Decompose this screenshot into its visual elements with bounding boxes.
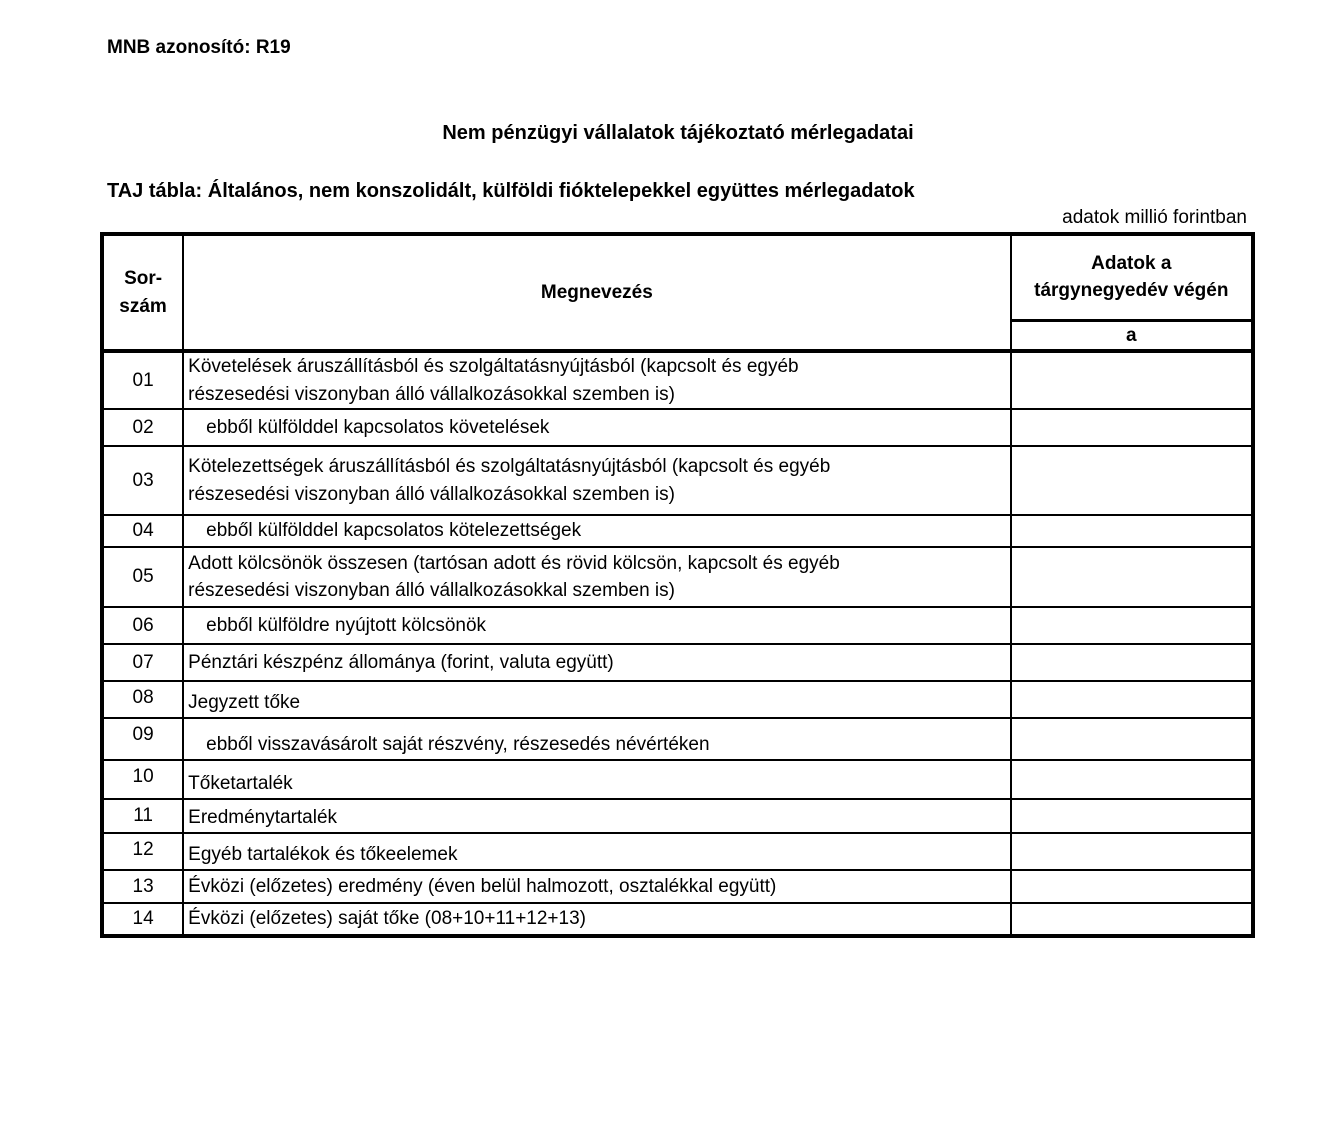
table-title: TAJ tábla: Általános, nem konszolidált, külföldi fióktelepekkel együttes mérlegadatok: [107, 180, 915, 202]
column-header-megnevezes: Megnevezés: [183, 234, 1010, 351]
row-label: Eredménytartalék: [183, 799, 1010, 833]
table-row: [102, 681, 1253, 718]
row-label: ebből külfölddel kapcsolatos követelések: [183, 409, 1010, 446]
table-row: [102, 799, 1253, 833]
table-row: [102, 718, 1253, 760]
page-title: Nem pénzügyi vállalatok tájékoztató mérlegadatai: [442, 122, 914, 144]
adatok-line2: tárgynegyedév végén: [1034, 280, 1229, 302]
row-label-line1: Kötelezettségek áruszállításból és szolgáltatásnyújtásból (kapcsolt és egyéb: [188, 456, 831, 478]
value-cell[interactable]: [1011, 607, 1253, 644]
value-cell[interactable]: [1011, 446, 1253, 515]
value-cell[interactable]: [1011, 409, 1253, 446]
row-number: 12: [102, 833, 183, 870]
value-cell[interactable]: [1011, 718, 1253, 760]
row-label: Évközi (előzetes) saját tőke (08+10+11+12+13): [183, 903, 1010, 936]
row-label-line1: Követelések áruszállításból és szolgáltatásnyújtásból (kapcsolt és egyéb: [188, 356, 799, 378]
row-label-line2: részesedési viszonyban álló vállalkozásokkal szemben is): [188, 580, 675, 602]
row-number: 08: [102, 681, 183, 718]
column-header-sorszam: [102, 234, 183, 351]
mnb-identifier: MNB azonosító: R19: [107, 37, 291, 58]
row-number: 07: [102, 644, 183, 681]
table-row: [102, 547, 1253, 607]
row-number: 10: [102, 760, 183, 799]
row-number: 04: [102, 515, 183, 547]
row-number: 01: [102, 351, 183, 409]
row-number: 11: [102, 799, 183, 833]
row-number: 14: [102, 903, 183, 936]
row-label: Pénztári készpénz állománya (forint, valuta együtt): [183, 644, 1010, 681]
column-header-adatok: [1011, 234, 1253, 320]
table-row: [102, 644, 1253, 681]
value-cell[interactable]: [1011, 760, 1253, 799]
value-cell[interactable]: [1011, 515, 1253, 547]
row-number: 05: [102, 547, 183, 607]
row-label: Évközi (előzetes) eredmény (éven belül halmozott, osztalékkal együtt): [183, 870, 1010, 903]
row-label: [183, 351, 1010, 409]
value-cell[interactable]: [1011, 799, 1253, 833]
row-label: ebből külfölddel kapcsolatos kötelezettségek: [183, 515, 1010, 547]
row-label-line1: Adott kölcsönök összesen (tartósan adott és rövid kölcsön, kapcsolt és egyéb: [188, 552, 840, 574]
row-number: 13: [102, 870, 183, 903]
row-number: 02: [102, 409, 183, 446]
value-cell[interactable]: [1011, 681, 1253, 718]
row-number: 06: [102, 607, 183, 644]
row-label: ebből visszavásárolt saját részvény, részesedés névértéken: [183, 718, 1010, 760]
row-label: Egyéb tartalékok és tőkeelemek: [183, 833, 1010, 870]
table-row: [102, 833, 1253, 870]
value-cell[interactable]: [1011, 351, 1253, 409]
table-row: [102, 870, 1253, 903]
row-label: [183, 547, 1010, 607]
table-row: [102, 760, 1253, 799]
sorszam-line1: Sor-: [124, 267, 163, 289]
row-label: Jegyzett tőke: [183, 681, 1010, 718]
unit-note: adatok millió forintban: [1062, 207, 1247, 228]
table-row: [102, 409, 1253, 446]
row-number: 03: [102, 446, 183, 515]
column-code-a: a: [1011, 320, 1253, 351]
table-row: [102, 607, 1253, 644]
adatok-line1: Adatok a: [1091, 252, 1172, 274]
table-row: [102, 446, 1253, 515]
value-cell[interactable]: [1011, 870, 1253, 903]
row-number: 09: [102, 718, 183, 760]
value-cell[interactable]: [1011, 903, 1253, 936]
table-row: [102, 903, 1253, 936]
value-cell[interactable]: [1011, 644, 1253, 681]
row-label: [183, 446, 1010, 515]
value-cell[interactable]: [1011, 833, 1253, 870]
sorszam-line2: szám: [119, 295, 167, 317]
row-label: ebből külföldre nyújtott kölcsönök: [183, 607, 1010, 644]
table-row: [102, 351, 1253, 409]
row-label-line2: részesedési viszonyban álló vállalkozásokkal szemben is): [188, 383, 675, 405]
row-label: Tőketartalék: [183, 760, 1010, 799]
row-label-line2: részesedési viszonyban álló vállalkozásokkal szemben is): [188, 483, 675, 505]
value-cell[interactable]: [1011, 547, 1253, 607]
balance-sheet-table: [100, 232, 1255, 938]
table-row: [102, 515, 1253, 547]
